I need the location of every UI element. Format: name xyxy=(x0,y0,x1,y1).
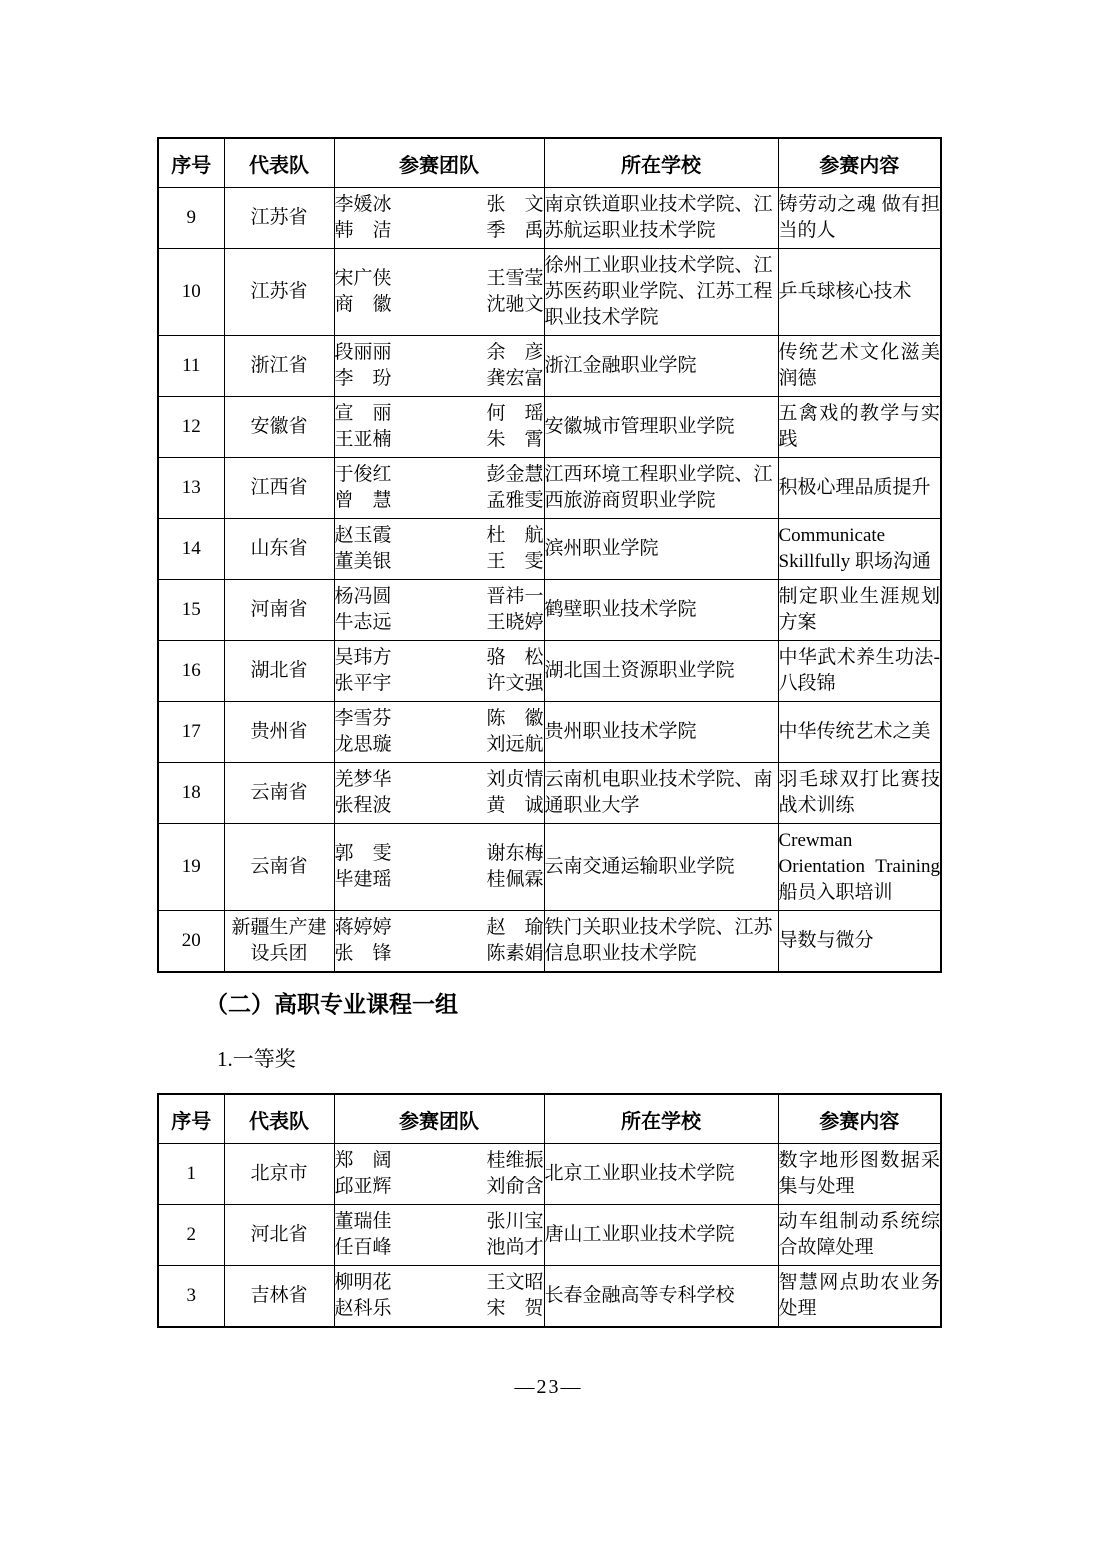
member-name: 韩 洁 xyxy=(334,220,392,241)
table-row xyxy=(158,763,941,824)
col-header-content: 参赛内容 xyxy=(778,138,941,188)
row-index-cell: 10 xyxy=(158,249,224,336)
school-cell: 贵州职业技术学院 xyxy=(544,702,778,763)
member-name: 李雪芬 xyxy=(334,708,392,729)
member-name: 王文昭 xyxy=(486,1272,544,1293)
team-members-cell xyxy=(334,249,544,336)
delegation-cell: 湖北省 xyxy=(224,641,334,702)
member-name: 邱亚辉 xyxy=(334,1176,392,1197)
team-members-cell xyxy=(334,336,544,397)
content-cell: 制定职业生涯规划方案 xyxy=(778,580,941,641)
member-name: 张 锋 xyxy=(334,943,392,964)
member-line xyxy=(335,610,544,636)
col-header-index: 序号 xyxy=(158,138,224,188)
award-level-heading: 1.一等奖 xyxy=(217,1047,296,1071)
table-row xyxy=(158,458,941,519)
member-name: 王晓婷 xyxy=(486,612,544,633)
table-header-row xyxy=(158,138,941,188)
member-name: 王亚楠 xyxy=(334,429,392,450)
member-name: 柳明花 xyxy=(334,1272,392,1293)
row-index-cell: 1 xyxy=(158,1144,224,1205)
row-index-cell: 16 xyxy=(158,641,224,702)
team-members-cell xyxy=(334,188,544,249)
school-cell: 长春金融高等专科学校 xyxy=(544,1266,778,1328)
member-name: 刘俞含 xyxy=(486,1176,544,1197)
member-line xyxy=(335,671,544,697)
row-index-cell: 15 xyxy=(158,580,224,641)
school-cell: 安徽城市管理职业学院 xyxy=(544,397,778,458)
member-name: 段丽丽 xyxy=(334,342,392,363)
col-header-school: 所在学校 xyxy=(544,138,778,188)
team-members-cell xyxy=(334,911,544,973)
member-name: 赵 瑜 xyxy=(486,917,544,938)
member-name: 龙思璇 xyxy=(334,734,392,755)
delegation-cell: 江西省 xyxy=(224,458,334,519)
team-members-cell xyxy=(334,1205,544,1266)
table-header-row xyxy=(158,1094,941,1144)
member-line xyxy=(335,793,544,819)
member-line xyxy=(335,549,544,575)
table-row xyxy=(158,188,941,249)
award-table-2 xyxy=(157,1093,942,1328)
content-cell: 传统艺术文化滋美润德 xyxy=(778,336,941,397)
member-name: 董瑞佳 xyxy=(334,1211,392,1232)
member-name: 赵科乐 xyxy=(334,1298,392,1319)
member-name: 孟雅雯 xyxy=(486,490,544,511)
member-name: 杜 航 xyxy=(486,525,544,546)
member-line xyxy=(335,401,544,427)
member-line xyxy=(335,427,544,453)
member-name: 董美银 xyxy=(334,551,392,572)
col-header-content: 参赛内容 xyxy=(778,1094,941,1144)
content-cell: 数字地形图数据采集与处理 xyxy=(778,1144,941,1205)
member-line xyxy=(335,1209,544,1235)
school-cell: 北京工业职业技术学院 xyxy=(544,1144,778,1205)
member-name: 毕建瑶 xyxy=(334,869,392,890)
member-line xyxy=(335,941,544,967)
member-name: 宋 贺 xyxy=(486,1298,544,1319)
delegation-cell: 河北省 xyxy=(224,1205,334,1266)
team-members-cell xyxy=(334,458,544,519)
row-index-cell: 19 xyxy=(158,824,224,911)
member-line xyxy=(335,366,544,392)
member-line xyxy=(335,462,544,488)
team-members-cell xyxy=(334,519,544,580)
member-name: 于俊红 xyxy=(334,464,392,485)
team-members-cell xyxy=(334,580,544,641)
member-name: 桂维振 xyxy=(486,1150,544,1171)
member-name: 蒋婷婷 xyxy=(334,917,392,938)
col-header-delegation: 代表队 xyxy=(224,138,334,188)
member-name: 龚宏富 xyxy=(486,368,544,389)
member-name: 张平宇 xyxy=(334,673,392,694)
school-cell: 铁门关职业技术学院、江苏信息职业技术学院 xyxy=(544,911,778,973)
team-members-cell xyxy=(334,763,544,824)
member-name: 刘贞情 xyxy=(486,769,544,790)
member-name: 张川宝 xyxy=(486,1211,544,1232)
team-members-cell xyxy=(334,702,544,763)
content-cell: 中华武术养生功法-八段锦 xyxy=(778,641,941,702)
content-cell: 羽毛球双打比赛技战术训练 xyxy=(778,763,941,824)
table-body-2 xyxy=(158,1144,941,1328)
table-body-1 xyxy=(158,188,941,973)
school-cell: 唐山工业职业技术学院 xyxy=(544,1205,778,1266)
school-cell: 鹤壁职业技术学院 xyxy=(544,580,778,641)
col-header-delegation: 代表队 xyxy=(224,1094,334,1144)
member-line xyxy=(335,584,544,610)
member-name: 宋广侠 xyxy=(334,268,392,289)
member-line xyxy=(335,488,544,514)
member-line xyxy=(335,841,544,867)
delegation-cell: 吉林省 xyxy=(224,1266,334,1328)
member-name: 李媛冰 xyxy=(334,194,392,215)
member-name: 张 文 xyxy=(486,194,544,215)
member-name: 余 彦 xyxy=(486,342,544,363)
team-members-cell xyxy=(334,641,544,702)
member-name: 彭金慧 xyxy=(486,464,544,485)
page-number: —23— xyxy=(514,1376,583,1398)
table-row xyxy=(158,1205,941,1266)
team-members-cell xyxy=(334,1266,544,1328)
member-name: 宣 丽 xyxy=(334,403,392,424)
member-line xyxy=(335,732,544,758)
table-row xyxy=(158,397,941,458)
member-name: 羌梦华 xyxy=(334,769,392,790)
member-name: 曾 慧 xyxy=(334,490,392,511)
team-members-cell xyxy=(334,397,544,458)
section-heading: （二）高职专业课程一组 xyxy=(205,991,458,1017)
member-name: 刘远航 xyxy=(486,734,544,755)
document-body xyxy=(157,137,940,1399)
school-cell: 南京铁道职业技术学院、江苏航运职业技术学院 xyxy=(544,188,778,249)
school-cell: 湖北国土资源职业学院 xyxy=(544,641,778,702)
row-index-cell: 14 xyxy=(158,519,224,580)
table-row xyxy=(158,1266,941,1328)
member-name: 黄 诚 xyxy=(486,795,544,816)
delegation-cell: 新疆生产建设兵团 xyxy=(224,911,334,973)
member-line xyxy=(335,292,544,318)
content-cell: 铸劳动之魂 做有担当的人 xyxy=(778,188,941,249)
member-name: 赵玉霞 xyxy=(334,525,392,546)
col-header-team: 参赛团队 xyxy=(334,138,544,188)
member-name: 杨冯圆 xyxy=(334,586,392,607)
member-line xyxy=(335,1270,544,1296)
member-name: 桂佩霖 xyxy=(486,869,544,890)
row-index-cell: 12 xyxy=(158,397,224,458)
table-row xyxy=(158,702,941,763)
member-name: 陈素娟 xyxy=(486,943,544,964)
table-row xyxy=(158,249,941,336)
member-line xyxy=(335,645,544,671)
member-line xyxy=(335,915,544,941)
col-header-index: 序号 xyxy=(158,1094,224,1144)
content-cell: 五禽戏的教学与实践 xyxy=(778,397,941,458)
member-line xyxy=(335,1235,544,1261)
delegation-cell: 河南省 xyxy=(224,580,334,641)
row-index-cell: 9 xyxy=(158,188,224,249)
member-name: 朱 霄 xyxy=(486,429,544,450)
content-cell: 动车组制动系统综合故障处理 xyxy=(778,1205,941,1266)
award-table-1 xyxy=(157,137,942,973)
member-name: 吴玮方 xyxy=(334,647,392,668)
row-index-cell: 3 xyxy=(158,1266,224,1328)
content-cell: 导数与微分 xyxy=(778,911,941,973)
member-line xyxy=(335,1174,544,1200)
delegation-cell: 云南省 xyxy=(224,824,334,911)
table-row xyxy=(158,519,941,580)
content-cell: Communicate Skillfully 职场沟通 xyxy=(778,519,941,580)
member-name: 牛志远 xyxy=(334,612,392,633)
table-row xyxy=(158,1144,941,1205)
school-cell: 云南机电职业技术学院、南通职业大学 xyxy=(544,763,778,824)
member-name: 季 禹 xyxy=(486,220,544,241)
delegation-cell: 北京市 xyxy=(224,1144,334,1205)
table-row xyxy=(158,911,941,973)
member-line xyxy=(335,867,544,893)
content-cell: 乒乓球核心技术 xyxy=(778,249,941,336)
school-cell: 云南交通运输职业学院 xyxy=(544,824,778,911)
member-name: 王 雯 xyxy=(486,551,544,572)
member-line xyxy=(335,1148,544,1174)
table-row xyxy=(158,641,941,702)
member-line xyxy=(335,340,544,366)
delegation-cell: 安徽省 xyxy=(224,397,334,458)
member-name: 沈驰文 xyxy=(486,294,544,315)
member-line xyxy=(335,218,544,244)
content-cell: 积极心理品质提升 xyxy=(778,458,941,519)
delegation-cell: 江苏省 xyxy=(224,249,334,336)
row-index-cell: 2 xyxy=(158,1205,224,1266)
member-name: 郭 雯 xyxy=(334,843,392,864)
member-line xyxy=(335,1296,544,1322)
delegation-cell: 贵州省 xyxy=(224,702,334,763)
col-header-team: 参赛团队 xyxy=(334,1094,544,1144)
member-line xyxy=(335,523,544,549)
content-cell: 智慧网点助农业务处理 xyxy=(778,1266,941,1328)
delegation-cell: 江苏省 xyxy=(224,188,334,249)
row-index-cell: 13 xyxy=(158,458,224,519)
row-index-cell: 11 xyxy=(158,336,224,397)
school-cell: 徐州工业职业技术学院、江苏医药职业学院、江苏工程职业技术学院 xyxy=(544,249,778,336)
col-header-school: 所在学校 xyxy=(544,1094,778,1144)
member-name: 商 徽 xyxy=(334,294,392,315)
member-name: 王雪莹 xyxy=(486,268,544,289)
member-name: 晋祎一 xyxy=(486,586,544,607)
school-cell: 滨州职业学院 xyxy=(544,519,778,580)
row-index-cell: 17 xyxy=(158,702,224,763)
member-name: 任百峰 xyxy=(334,1237,392,1258)
member-name: 许文强 xyxy=(486,673,544,694)
member-name: 陈 徽 xyxy=(486,708,544,729)
table-row xyxy=(158,336,941,397)
member-line xyxy=(335,767,544,793)
member-name: 骆 松 xyxy=(486,647,544,668)
member-name: 李 玢 xyxy=(334,368,392,389)
member-name: 谢东梅 xyxy=(486,843,544,864)
team-members-cell xyxy=(334,824,544,911)
row-index-cell: 20 xyxy=(158,911,224,973)
team-members-cell xyxy=(334,1144,544,1205)
table-row xyxy=(158,580,941,641)
content-cell: 中华传统艺术之美 xyxy=(778,702,941,763)
delegation-cell: 浙江省 xyxy=(224,336,334,397)
member-line xyxy=(335,706,544,732)
member-line xyxy=(335,266,544,292)
school-cell: 浙江金融职业学院 xyxy=(544,336,778,397)
content-cell: Crewman Orientation Training 船员入职培训 xyxy=(778,824,941,911)
row-index-cell: 18 xyxy=(158,763,224,824)
member-line xyxy=(335,192,544,218)
table-row xyxy=(158,824,941,911)
member-name: 郑 阔 xyxy=(334,1150,392,1171)
member-name: 何 瑶 xyxy=(486,403,544,424)
school-cell: 江西环境工程职业学院、江西旅游商贸职业学院 xyxy=(544,458,778,519)
delegation-cell: 云南省 xyxy=(224,763,334,824)
member-name: 池尚才 xyxy=(486,1237,544,1258)
member-name: 张程波 xyxy=(334,795,392,816)
delegation-cell: 山东省 xyxy=(224,519,334,580)
